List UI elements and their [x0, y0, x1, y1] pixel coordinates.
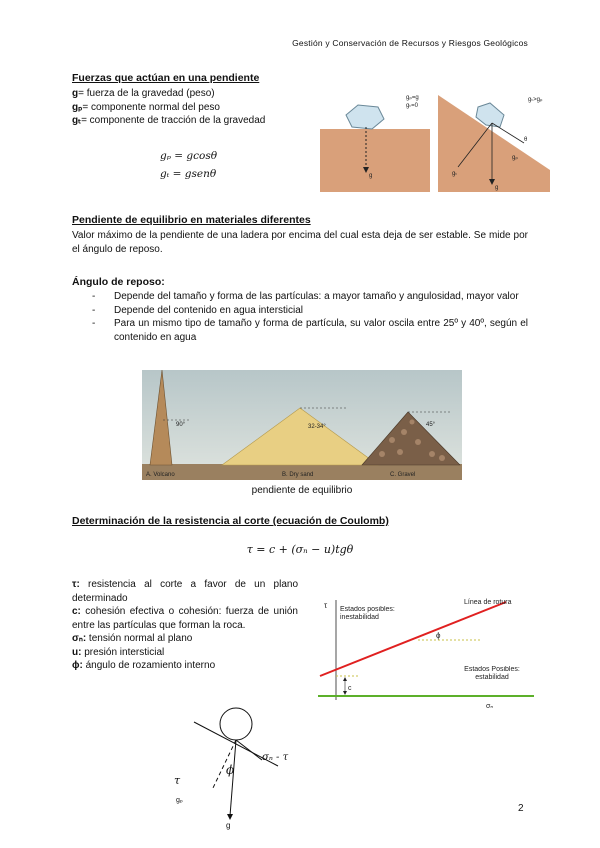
- definition-tau: τ: resistencia al corte a favor de un plano determinado: [72, 579, 298, 604]
- figure-repose-angles: [142, 370, 462, 480]
- section-heading-coulomb: Determinación de la resistencia al corte (ecuación de Coulomb): [72, 515, 389, 527]
- force-item: gₚ= componente normal del peso: [72, 101, 220, 113]
- definition-c: c: cohesión efectiva o cohesión: fuerza de unión entre las partículas que forman la roca.: [72, 606, 298, 631]
- sketch-g-label: g: [226, 821, 231, 830]
- section-heading-equilibrium: Pendiente de equilibrio en materiales diferentes: [72, 214, 311, 226]
- force-sketch: [170, 702, 320, 832]
- flat-block-illustration: [320, 85, 430, 192]
- angle-label-gravel: 45°: [426, 422, 436, 428]
- equation-gt: gₜ = gsenθ: [160, 168, 217, 180]
- sketch-gp-label: gₚ: [176, 797, 183, 804]
- label-dry-sand: B. Dry sand: [282, 472, 314, 478]
- running-header: Gestión y Conservación de Recursos y Riesgos Geológicos: [292, 38, 528, 48]
- figure-slope-block: [438, 85, 550, 192]
- repose-angles-illustration: [142, 370, 462, 480]
- angle-label-volcano: 90°: [176, 422, 186, 428]
- definition-u: u: presión intersticial: [72, 646, 165, 658]
- repose-bullets: [92, 290, 528, 344]
- sketch-phi-label: ϕ: [226, 763, 235, 777]
- slope-label-gt-gp: gₜ>gₚ: [528, 97, 543, 103]
- force-item: gₜ= componente de tracción de la gravedad: [72, 115, 266, 126]
- sketch-force-label: σₙ - τ: [262, 752, 289, 763]
- list-item: - Depende del contenido en agua intersticial: [92, 304, 304, 316]
- sketch-tau-label: τ: [174, 774, 181, 787]
- label-gravel: C. Gravel: [390, 472, 416, 478]
- graph-phi-label: ϕ: [436, 631, 441, 640]
- flat-label-gp: gₚ=g: [406, 95, 419, 101]
- forces-list: [72, 87, 312, 128]
- flat-label-gt: gₜ=0: [406, 103, 418, 109]
- graph-tau-label: τ: [324, 601, 328, 610]
- slope-label-gt: gₜ: [452, 171, 458, 177]
- figure-coulomb-graph: [314, 592, 544, 710]
- definition-phi: ϕ: ángulo de rozamiento interno: [72, 660, 216, 671]
- figure-flat-block: [320, 85, 430, 192]
- angle-label-sand: 32-34°: [308, 424, 326, 430]
- graph-c-label: c: [348, 685, 352, 692]
- slope-label-g: g: [495, 185, 499, 191]
- slope-label-gp: gₚ: [512, 155, 518, 161]
- coulomb-graph: [314, 592, 544, 710]
- list-item: - Para un mismo tipo de tamaño y forma de partícula, su valor oscila entre 25º y 40º, según el contenido en agua: [92, 318, 528, 343]
- figure-caption: pendiente de equilibrio: [251, 485, 353, 496]
- equilibrium-text: Valor máximo de la pendiente de una ladera por encima del cual esta deja de ser estable. Se mide por el ángulo de reposo.: [72, 230, 528, 255]
- graph-unstable-label: Estados posibles: inestabilidad: [340, 606, 395, 621]
- section-heading-repose: Ángulo de reposo:: [72, 276, 165, 288]
- coulomb-equation: τ = c + (σₙ − u)tgθ: [246, 543, 354, 556]
- slope-block-illustration: [438, 85, 550, 192]
- force-item: g= fuerza de la gravedad (peso): [72, 88, 215, 99]
- graph-sigma-label: σₙ: [486, 703, 494, 710]
- coulomb-definitions: [72, 578, 298, 673]
- definition-sigma: σₙ: tensión normal al plano: [72, 633, 193, 644]
- equation-gp: gₚ = gcosθ: [160, 150, 218, 162]
- list-item: - Depende del tamaño y forma de las partículas: a mayor tamaño y angulosidad, mayor valor: [92, 291, 519, 302]
- page-number: 2: [518, 803, 524, 814]
- figure-force-sketch: [170, 702, 320, 832]
- graph-line-label: Línea de rotura: [464, 599, 512, 606]
- slope-label-theta: θ: [524, 137, 528, 143]
- section-heading-forces: Fuerzas que actúan en una pendiente: [72, 72, 260, 84]
- graph-stable-label: Estados Posibles: estabilidad: [464, 666, 520, 681]
- flat-label-g: g: [369, 173, 373, 179]
- label-volcano: A. Volcano: [146, 472, 175, 478]
